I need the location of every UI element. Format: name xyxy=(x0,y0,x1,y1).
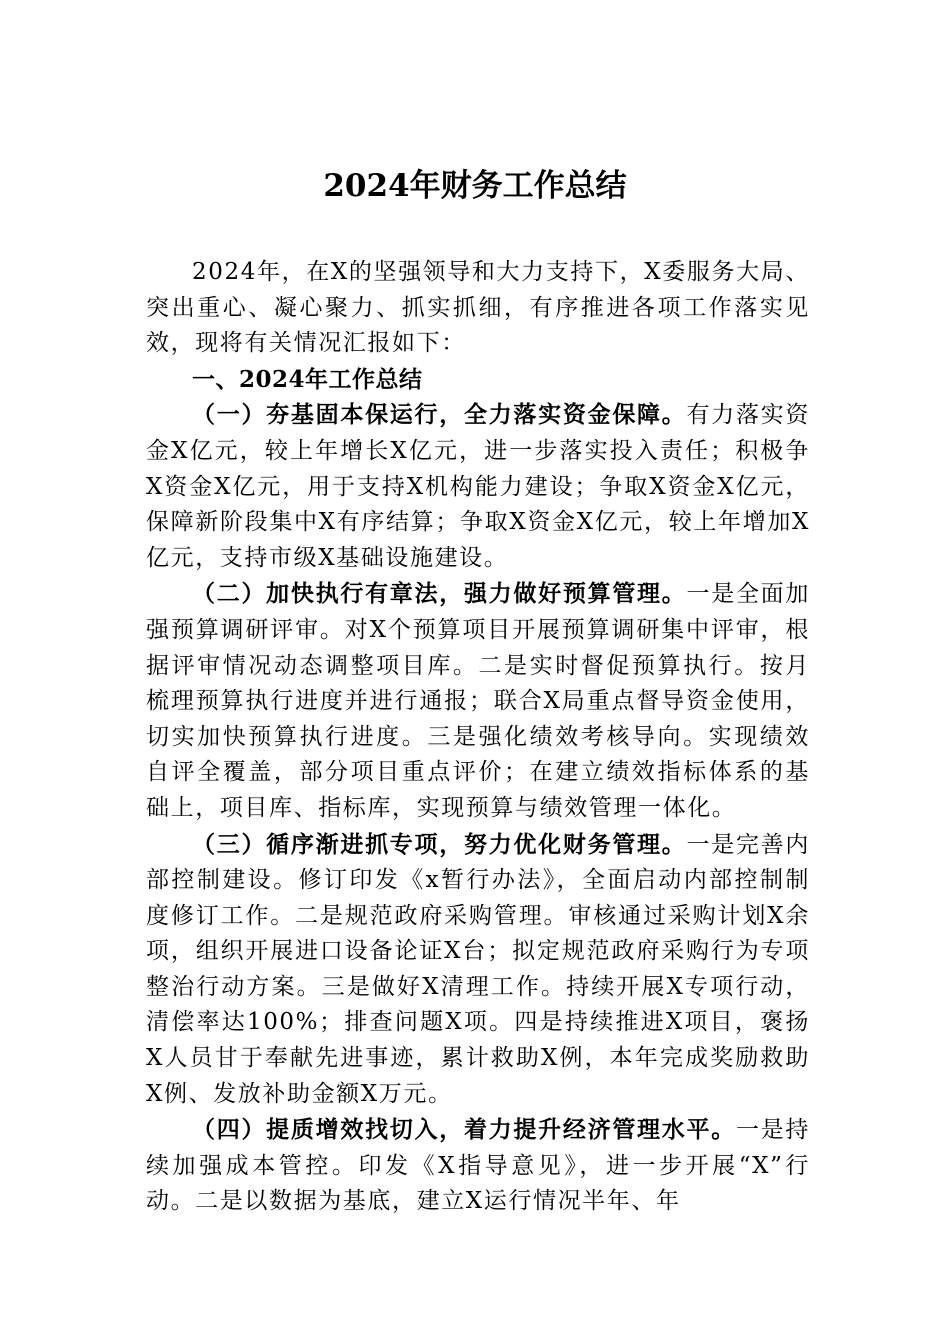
item-text-1: 有力落实资金X亿元，较上年增长X亿元，进一步落实投入责任；积极争X资金X亿元，用于支持X机构能力建设；争取X资金X亿元，保障新阶段集中X有序结算；争取X资金X亿元，较上年增加X亿元，支持市级X基础设施建设。 xyxy=(146,402,810,571)
document-title: 2024年财务工作总结 xyxy=(323,168,627,204)
item-paragraph-1 xyxy=(146,397,810,576)
item-lead-1: （一）夯基固本保运行，全力落实资金保障。 xyxy=(192,401,687,429)
item-text-3: 一是完善内部控制建设。修订印发《x暂行办法》，全面启动内部控制制度修订工作。二是规范政府采购管理。审核通过采购计划X余项，组织开展进口设备论证X台；拟定规范政府采购行为专项整治行动方案。三是做好X清理工作。持续开展X专项行动，清偿率达100%；排查问题X项。四是持续推进X项目，褒扬X人员甘于奉献先进事迹，累计救助X例，本年完成奖励救助X例、发放补助金额X万元。 xyxy=(146,831,810,1107)
item-text-2: 一是全面加强预算调研评审。对X个预算项目开展预算调研集中评审，根据评审情况动态调整项目库。二是实时督促预算执行。按月梳理预算执行进度并进行通报；联合X局重点督导资金使用，切实加快预算执行进度。三是强化绩效考核导向。实现绩效自评全覆盖，部分项目重点评价；在建立绩效指标体系的基础上，项目库、指标库，实现预算与绩效管理一体化。 xyxy=(146,581,810,821)
item-text-4: 一是持续加强成本管控。印发《X指导意见》，进一步开展“X”行动。二是以数据为基底，建立X运行情况半年、年 xyxy=(146,1117,810,1215)
intro-paragraph: 2024年，在X的坚强领导和大力支持下，X委服务大局、突出重心、凝心聚力、抓实抓细，有序推进各项工作落实见效，现将有关情况汇报如下： xyxy=(146,259,810,357)
item-lead-4: （四）提质增效找切入，着力提升经济管理水平。 xyxy=(192,1116,736,1144)
item-paragraph-4 xyxy=(146,1112,810,1220)
item-paragraph-3 xyxy=(146,827,810,1113)
item-lead-3: （三）循序渐进抓专项，努力优化财务管理。 xyxy=(192,830,687,858)
section-heading: 一、2024年工作总结 xyxy=(192,365,423,393)
document-body xyxy=(146,255,810,1220)
item-lead-2: （二）加快执行有章法，强力做好预算管理。 xyxy=(192,580,687,608)
item-paragraph-2 xyxy=(146,576,810,826)
